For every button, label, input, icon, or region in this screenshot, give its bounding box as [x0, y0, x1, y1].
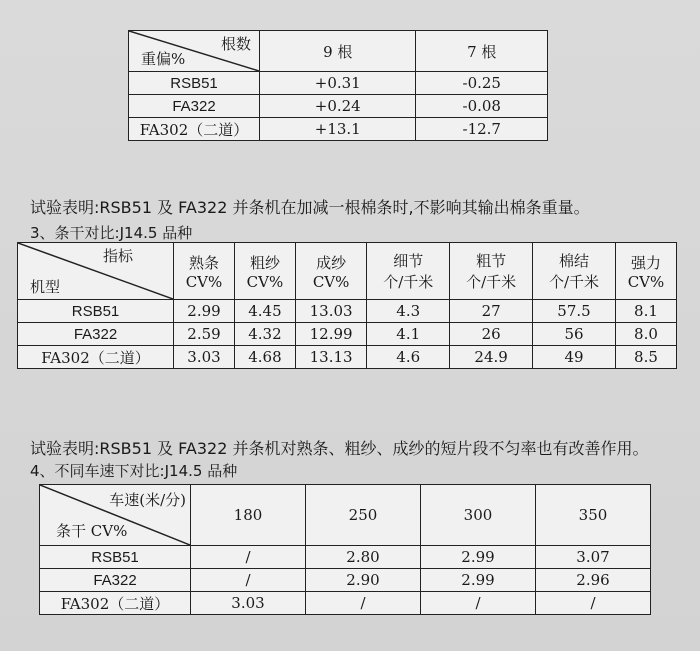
column-header-line2: 个/千米 [548, 273, 600, 291]
table-cell: 8.5 [615, 346, 676, 369]
table-cell: 4.3 [367, 300, 450, 323]
table-corner-cell [129, 31, 260, 72]
column-header [615, 243, 676, 300]
column-header-line2: 个/千米 [383, 273, 434, 291]
table-row [40, 569, 651, 592]
corner-bottom-label: 机型 [30, 278, 61, 296]
table-cell: 57.5 [533, 300, 616, 323]
table-row [18, 323, 677, 346]
conclusion-text-1: 试验表明:RSB51 及 FA322 并条机在加减一根棉条时,不影响其输出棉条重量。 [30, 198, 590, 217]
table-cell: / [536, 592, 651, 615]
table-cell: 2.96 [536, 569, 651, 592]
column-header-line2: 个/千米 [466, 273, 517, 291]
speed-comparison-table [39, 484, 651, 615]
table-cell: / [421, 592, 536, 615]
column-header [533, 243, 616, 300]
table-corner-cell [40, 485, 191, 546]
table-cell: 2.59 [174, 323, 235, 346]
table-corner-cell [18, 243, 174, 300]
corner-bottom-label: 重偏% [141, 50, 186, 68]
conclusion-text-2: 试验表明:RSB51 及 FA322 并条机对熟条、粗纱、成纱的短片段不匀率也有改善作用。 [30, 439, 649, 458]
table-cell: 56 [533, 323, 616, 346]
table-cell: +0.24 [260, 95, 416, 118]
table-cell: 49 [533, 346, 616, 369]
table-cell: 4.6 [367, 346, 450, 369]
row-label: FA322 [129, 95, 260, 118]
table-cell: 24.9 [450, 346, 533, 369]
table-cell: -0.08 [416, 95, 548, 118]
column-header-line1: 熟条 [188, 253, 219, 272]
row-label: FA322 [40, 569, 191, 592]
row-label: RSB51 [18, 300, 174, 323]
table-cell: 2.90 [306, 569, 421, 592]
table-row [129, 72, 548, 95]
table-cell: 8.0 [615, 323, 676, 346]
row-label: FA302（二道） [129, 118, 260, 141]
corner-top-label: 车速(米/分) [109, 491, 186, 509]
corner-bottom-label: 条干 CV% [56, 522, 128, 540]
column-header [367, 243, 450, 300]
row-label: FA322 [18, 323, 174, 346]
corner-top-label: 指标 [102, 247, 133, 265]
table-header-row [18, 243, 677, 300]
column-header: 300 [421, 485, 536, 546]
column-header-line2: CV% [312, 272, 350, 291]
column-header-line2: CV% [246, 272, 284, 291]
table-row [18, 346, 677, 369]
table-cell: 3.03 [174, 346, 235, 369]
column-header-line1: 粗纱 [249, 253, 280, 272]
table-cell: / [306, 592, 421, 615]
section-4-title: 4、不同车速下对比:J14.5 品种 [30, 462, 238, 480]
column-header [174, 243, 235, 300]
table-cell: +13.1 [260, 118, 416, 141]
table-cell: 2.99 [421, 546, 536, 569]
table-row [40, 546, 651, 569]
column-header: 7 根 [416, 31, 548, 72]
table-cell: 27 [450, 300, 533, 323]
table-header-row [129, 31, 548, 72]
column-header: 350 [536, 485, 651, 546]
column-header-line1: 细节 [393, 252, 424, 270]
table-cell: 8.1 [615, 300, 676, 323]
column-header-line2: CV% [185, 272, 223, 291]
evenness-comparison-table [17, 242, 677, 369]
table-cell: 2.80 [306, 546, 421, 569]
table-cell: 3.03 [191, 592, 306, 615]
table-header-row [40, 485, 651, 546]
column-header: 9 根 [260, 31, 416, 72]
column-header-line1: 强力 [630, 253, 661, 272]
column-header-line1: 粗节 [476, 252, 507, 270]
column-header [450, 243, 533, 300]
table-cell: 13.13 [295, 346, 366, 369]
column-header-line1: 棉结 [559, 252, 590, 270]
column-header: 180 [191, 485, 306, 546]
weight-deviation-table [128, 30, 548, 141]
table-row [18, 300, 677, 323]
row-label: RSB51 [129, 72, 260, 95]
column-header [295, 243, 366, 300]
table-row [129, 118, 548, 141]
table-cell: 4.45 [234, 300, 295, 323]
table-cell: +0.31 [260, 72, 416, 95]
table-cell: 4.32 [234, 323, 295, 346]
row-label: FA302（二道） [40, 592, 191, 615]
table-cell: 2.99 [421, 569, 536, 592]
section-3-title: 3、条干对比:J14.5 品种 [30, 224, 193, 242]
table-cell: -0.25 [416, 72, 548, 95]
column-header: 250 [306, 485, 421, 546]
row-label: FA302（二道） [18, 346, 174, 369]
table-cell: -12.7 [416, 118, 548, 141]
table-cell: 12.99 [295, 323, 366, 346]
column-header [234, 243, 295, 300]
corner-top-label: 根数 [220, 35, 251, 53]
table-cell: 13.03 [295, 300, 366, 323]
table-cell: 4.68 [234, 346, 295, 369]
table-row [40, 592, 651, 615]
table-cell: 26 [450, 323, 533, 346]
table-row [129, 95, 548, 118]
table-cell: 2.99 [174, 300, 235, 323]
table-cell: 3.07 [536, 546, 651, 569]
row-label: RSB51 [40, 546, 191, 569]
column-header-line1: 成纱 [316, 253, 347, 272]
table-cell: 4.1 [367, 323, 450, 346]
table-cell: / [191, 546, 306, 569]
column-header-line2: CV% [627, 272, 665, 291]
table-cell: / [191, 569, 306, 592]
